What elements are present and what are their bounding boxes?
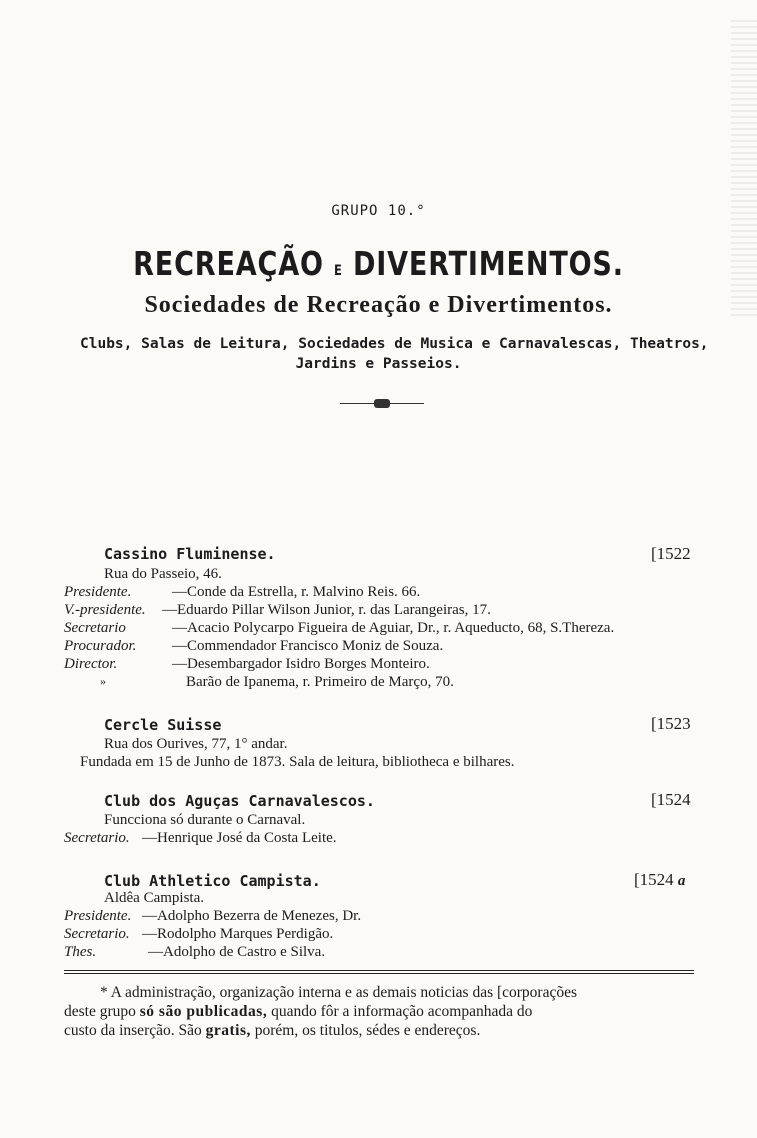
entry-name: Cassino Fluminense. xyxy=(104,545,276,563)
role-label: Secretario. xyxy=(64,830,130,846)
description-line-1: Clubs, Salas de Leitura, Sociedades de Musica e Carnavalescas, Theatros, xyxy=(80,336,709,352)
footnote-line-3 xyxy=(64,1022,480,1040)
entry-name: Club dos Aguças Carnavalescos. xyxy=(104,792,375,810)
footnote-text: porém, os titulos, sédes e endereços. xyxy=(254,1022,481,1039)
entry-address: Rua dos Ourives, 77, 1° andar. xyxy=(104,736,288,752)
footnote-rule-bottom xyxy=(64,973,694,974)
entry-address: Aldêa Campista. xyxy=(104,890,204,906)
role-value: —Acacio Polycarpo Figueira de Aguiar, Dr., r. Aqueducto, 68, S.Thereza. xyxy=(172,620,615,636)
role-value: —Commendador Francisco Moniz de Souza. xyxy=(172,638,444,654)
footnote-line-1: * A administração, organização interna e as demais noticias das [corporações xyxy=(100,984,578,1001)
role-value: —Eduardo Pillar Wilson Junior, r. das Larangeiras, 17. xyxy=(162,602,491,618)
role-label: Presidente. xyxy=(64,908,132,924)
role-label: Secretario. xyxy=(64,926,130,942)
entry-name: Cercle Suisse xyxy=(104,716,222,734)
ornament-divider xyxy=(340,398,424,410)
role-label: Presidente. xyxy=(64,584,132,600)
group-label: GRUPO 10.° xyxy=(331,203,426,219)
footnote-line-2 xyxy=(64,1003,532,1021)
role-value: Barão de Ipanema, r. Primeiro de Março, 70. xyxy=(186,674,454,690)
page-edge-scan-noise xyxy=(731,20,757,320)
role-label: Thes. xyxy=(64,944,97,960)
footnote-emphasis: gratis, xyxy=(205,1022,251,1039)
footnote-text: deste grupo xyxy=(64,1003,136,1020)
role-label: V.-presidente. xyxy=(64,602,146,618)
entry-name: Club Athletico Campista. xyxy=(104,872,321,890)
entry-number xyxy=(634,870,685,890)
entry-number-value: [1524 xyxy=(634,870,674,889)
entry-number: [1522 xyxy=(651,544,691,563)
page-title xyxy=(68,244,689,283)
footnote-text: custo da inserção. São xyxy=(64,1022,202,1039)
role-value: —Conde da Estrella, r. Malvino Reis. 66. xyxy=(172,584,421,600)
description-line-2: Jardins e Passeios. xyxy=(295,356,462,372)
role-value: —Adolpho Bezerra de Menezes, Dr. xyxy=(142,908,362,924)
title-conjunction: E xyxy=(334,263,343,279)
title-end: DIVERTIMENTOS. xyxy=(352,244,624,283)
role-label: Procurador. xyxy=(64,638,137,654)
entry-note: Fundada em 15 de Junho de 1873. Sala de leitura, bibliotheca e bilhares. xyxy=(80,754,515,770)
role-value: —Rodolpho Marques Perdigão. xyxy=(142,926,334,942)
role-value: —Desembargador Isidro Borges Monteiro. xyxy=(172,656,430,672)
page-subtitle: Sociedades de Recreação e Divertimentos. xyxy=(144,292,613,318)
footnote-text: quando fôr a informação acompanhada do xyxy=(271,1003,533,1020)
entry-address: Rua do Passeio, 46. xyxy=(104,566,222,582)
role-value: —Henrique José da Costa Leite. xyxy=(142,830,337,846)
title-main: RECREAÇÃO xyxy=(133,244,324,283)
entry-number: [1523 xyxy=(651,714,691,733)
footnote-rule-top xyxy=(64,970,694,971)
entry-number: [1524 xyxy=(651,790,691,809)
entry-address: Funcciona só durante o Carnaval. xyxy=(104,812,306,828)
role-value: —Adolpho de Castro e Silva. xyxy=(148,944,326,960)
role-label: Director. xyxy=(64,656,118,672)
role-label: Secretario xyxy=(64,620,126,636)
ditto-mark: » xyxy=(100,674,106,688)
entry-number-suffix: a xyxy=(677,873,686,889)
footnote-emphasis: só são publicadas, xyxy=(139,1003,268,1020)
